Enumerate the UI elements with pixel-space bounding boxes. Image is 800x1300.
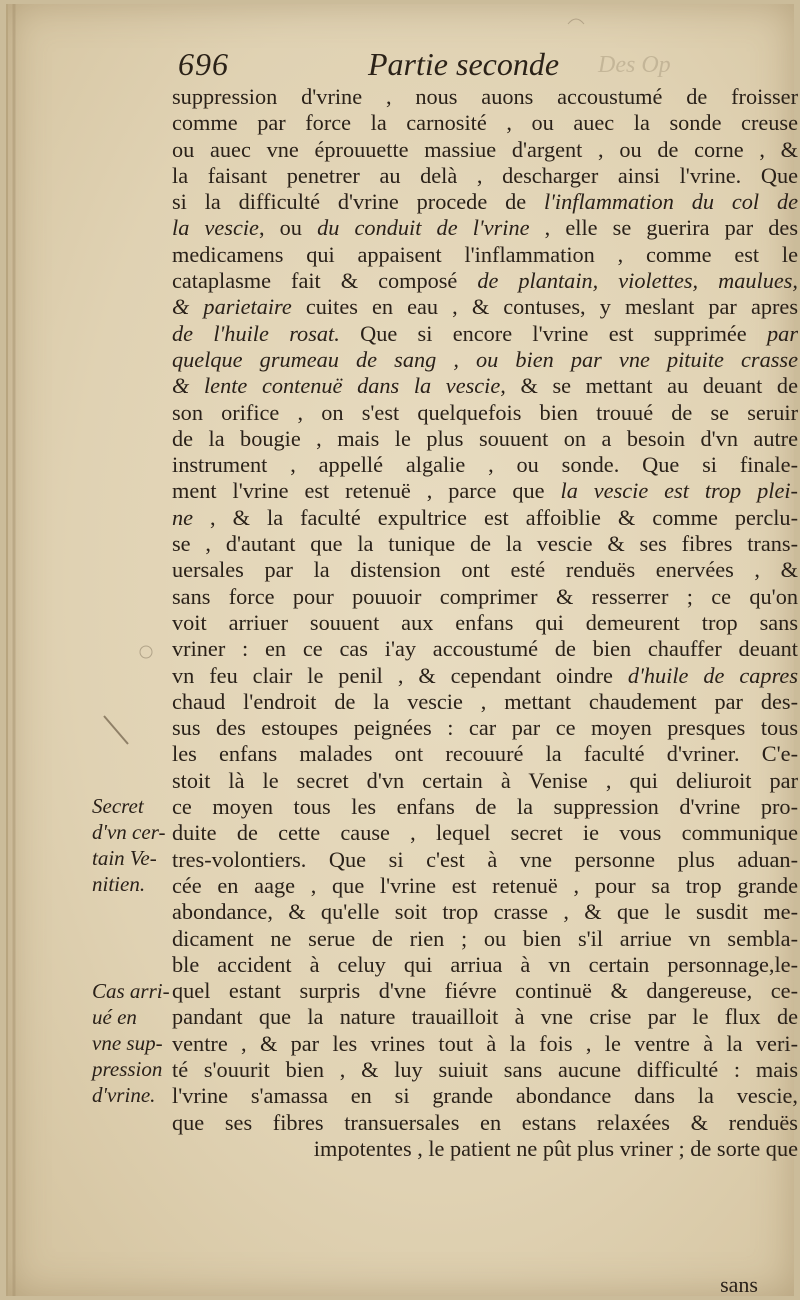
text-segment: les enfans malades ont recouuré la faculté d'vriner. C'e- — [172, 741, 798, 767]
text-segment: ment l'vrine est retenuë , parce que — [172, 478, 561, 504]
text-line — [172, 400, 798, 426]
text-line — [172, 636, 798, 662]
text-segment: , elle se guerira par des — [529, 215, 798, 241]
page-number: 696 — [178, 46, 229, 82]
main-text-block — [172, 84, 798, 1162]
text-segment: abondance, & qu'elle soit trop crasse , & que le susdit me- — [172, 899, 798, 925]
text-segment: comme par force la carnosité , ou auec la sonde creuse — [172, 110, 798, 136]
text-line — [172, 715, 798, 741]
italic-segment: la vescie est trop plei- — [560, 478, 798, 504]
text-line — [172, 189, 798, 215]
text-line — [172, 215, 798, 241]
catchword: sans — [720, 1272, 758, 1297]
text-line — [172, 1110, 798, 1136]
italic-segment: ne — [172, 504, 194, 530]
italic-segment: l'inflammation du col de — [543, 189, 798, 215]
margin-note-line: vne sup- — [92, 1031, 163, 1055]
text-line — [172, 794, 798, 820]
text-segment: ble accident à celuy qui arriua à vn certain personnage,le- — [172, 951, 798, 977]
text-line — [172, 452, 798, 478]
italic-segment: & lente contenuë dans la vescie, — [172, 373, 506, 399]
text-segment: vriner : en ce cas i'ay accoustumé de bien chauffer deuant — [172, 636, 798, 662]
text-segment: , ou — [258, 215, 318, 241]
text-segment: tres-volontiers. Que si c'est à vne personne plus aduan- — [172, 846, 798, 872]
margin-note-line: nitien. — [92, 872, 146, 896]
text-segment: sus des estoupes peignées : car par ce moyen presques tous — [172, 715, 798, 741]
italic-segment: de l'huile rosat. — [172, 320, 340, 346]
text-segment: vn feu clair le penil , & cependant oindre — [172, 662, 628, 688]
text-segment: cuites en eau , & contuses, y meslant par apres — [291, 294, 798, 320]
margin-note-secret — [92, 793, 176, 897]
italic-segment: de plantain, violettes, maulues, — [477, 268, 798, 294]
text-segment: voit arriuer souuent aux enfans qui demeurent trop sans — [172, 609, 798, 635]
text-segment: pandant que la nature trauailloit à vne crise par le flux de — [172, 1004, 798, 1030]
text-line — [172, 741, 798, 767]
italic-segment: la vescie — [172, 215, 259, 241]
text-segment: si la difficulté d'vrine procede de — [172, 189, 544, 215]
text-line — [172, 584, 798, 610]
text-segment: instrument , appellé algalie , ou sonde. Que si finale- — [172, 452, 798, 478]
text-segment: ventre , & par les vrines tout à la fois , le ventre à la veri- — [172, 1030, 798, 1056]
text-segment: se , d'autant que la tunique de la vescie & ses fibres trans- — [172, 531, 798, 557]
text-line — [172, 110, 798, 136]
text-line — [172, 321, 798, 347]
italic-segment: quelque grumeau de sang , ou bien par vne pituite crasse — [172, 346, 798, 372]
margin-note-line: tain Ve- — [92, 846, 157, 870]
text-line — [172, 1004, 798, 1030]
text-line — [172, 978, 798, 1004]
text-line — [172, 899, 798, 925]
text-line — [172, 873, 798, 899]
text-line — [172, 1057, 798, 1083]
book-page — [6, 4, 798, 1297]
text-line — [172, 847, 798, 873]
text-segment: de la bougie , mais le plus souuent on a besoin d'vn autre — [172, 425, 798, 451]
text-segment: medicamens qui appaisent l'inflammation , comme est le — [172, 241, 798, 267]
text-segment: duite de cette cause , lequel secret ie vous communique — [172, 820, 798, 846]
text-line — [172, 820, 798, 846]
text-line — [172, 1083, 798, 1109]
text-line — [172, 163, 798, 189]
text-line — [172, 426, 798, 452]
text-line — [172, 926, 798, 952]
margin-note-line: ué en — [92, 1005, 137, 1029]
text-line — [172, 268, 798, 294]
margin-note-line: pression — [92, 1057, 163, 1081]
text-segment: & se mettant au deuant de — [505, 373, 798, 399]
text-line — [172, 557, 798, 583]
text-line — [172, 531, 798, 557]
text-line — [172, 242, 798, 268]
text-segment: cataplasme fait & composé — [172, 268, 478, 294]
margin-note-line: Cas arri- — [92, 979, 170, 1003]
text-line — [172, 505, 798, 531]
italic-segment: du conduit de l'vrine — [317, 215, 530, 241]
text-segment: que ses fibres transuersales en estans relaxées & renduës — [172, 1109, 798, 1135]
running-title: Partie seconde — [368, 46, 560, 82]
text-segment: dicament ne serue de rien ; ou bien s'il arriue vn sembla- — [172, 925, 798, 951]
italic-segment: & parietaire — [172, 294, 292, 320]
text-line — [172, 1136, 798, 1162]
text-segment: ou auec vne éprouuette massiue d'argent , ou de corne , & — [172, 136, 798, 162]
text-line — [172, 768, 798, 794]
text-segment: cée en aage , que l'vrine est retenuë , pour sa trop grande — [172, 872, 798, 898]
text-segment: ce moyen tous les enfans de la suppression d'vrine pro- — [172, 794, 798, 820]
text-line — [172, 1031, 798, 1057]
text-segment: l'vrine s'amassa en si grande abondance dans la vescie, — [172, 1083, 798, 1109]
text-segment: sans force pour pouuoir comprimer & resserrer ; ce qu'on — [172, 583, 798, 609]
bleed-through-text: Des Op — [598, 52, 671, 78]
text-segment: chaud l'endroit de la vescie , mettant chaudement par des- — [172, 688, 798, 714]
text-segment: impotentes , le patient ne pût plus vriner ; de sorte que — [313, 1135, 798, 1161]
margin-note-line: Secret — [92, 794, 144, 818]
text-line — [172, 373, 798, 399]
text-segment: , & la faculté expultrice est affoiblie & comme perclu- — [193, 504, 798, 530]
text-line — [172, 610, 798, 636]
margin-note-line: d'vn cer- — [92, 820, 166, 844]
text-segment: suppression d'vrine , nous auons accoustumé de froisser — [172, 84, 798, 109]
margin-note-case — [92, 978, 176, 1108]
text-line — [172, 137, 798, 163]
text-line — [172, 84, 798, 110]
text-segment: Que si encore l'vrine est supprimée — [339, 320, 768, 346]
text-segment: son orifice , on s'est quelquefois bien trouué de se seruir — [172, 399, 798, 425]
text-line — [172, 478, 798, 504]
text-segment: stoit là le secret d'vn certain à Venise , qui deliuroit par — [172, 767, 798, 793]
text-segment: quel estant surpris d'vne fiévre continuë & dangereuse, ce- — [172, 978, 798, 1004]
italic-segment: d'huile de capres — [627, 662, 798, 688]
italic-segment: par — [767, 320, 798, 346]
text-line — [172, 663, 798, 689]
text-line — [172, 952, 798, 978]
text-segment: té s'ouurit bien , & luy suiuit sans aucune difficulté : mais — [172, 1056, 798, 1082]
margin-note-line: d'vrine. — [92, 1083, 156, 1107]
text-line — [172, 347, 798, 373]
text-line — [172, 294, 798, 320]
text-segment: uersales par la distension ont esté renduës enervées , & — [172, 557, 798, 583]
text-line — [172, 689, 798, 715]
text-segment: la faisant penetrer au delà , descharger ainsi l'vrine. Que — [172, 162, 798, 188]
